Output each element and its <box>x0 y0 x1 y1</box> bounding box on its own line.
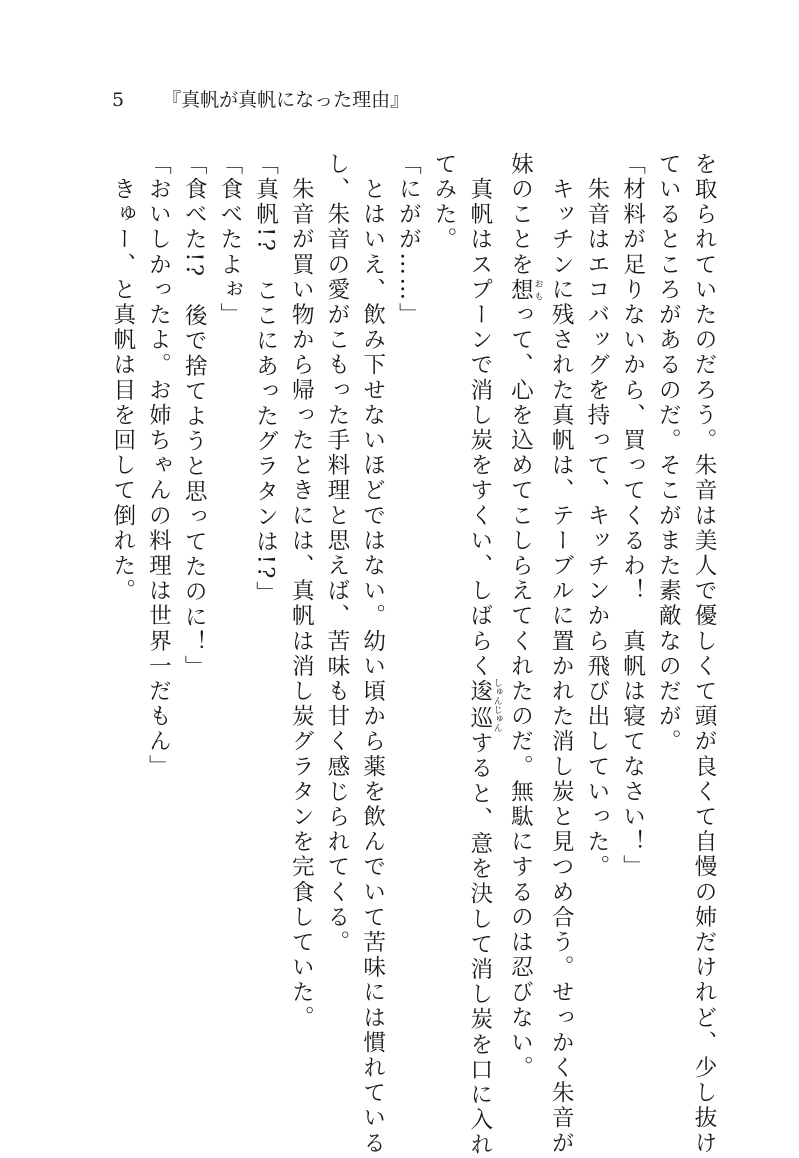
line-text: 朱音はエコバッグを持って、キッチンから飛び出していった。 <box>583 152 610 880</box>
line-text: きゅー、と真帆は目を回して倒れた。 <box>109 152 136 604</box>
text-line <box>425 152 461 1032</box>
line-text: を取られていたのだろう。朱音は美人で優しくて頭が良くて自慢の姉だけれど、少し抜け <box>691 152 717 1156</box>
text-line <box>578 152 614 1032</box>
line-text-continued: すると、意を決して消し炭を口に入れ <box>466 731 493 1158</box>
text-line <box>614 152 650 1032</box>
line-text: 「材料が足りないから、買ってくるわ！ 真帆は寝てなさい！」 <box>619 152 646 880</box>
line-text: ているところがあるのだ。そこがまた素敵なのだが。 <box>655 152 682 755</box>
chapter-title: 『真帆が真帆になった理由』 <box>162 89 410 111</box>
line-text: 「真帆!? ここにあったグラタンは!?」 <box>252 152 279 606</box>
line-text: 「食べたよぉ」 <box>216 152 243 328</box>
ruby-base: 逡巡 <box>466 678 493 733</box>
line-text: 「食べた!? 後で捨てようと思ってたのに！」 <box>181 152 208 681</box>
line-text: 「おいしかったよ。お姉ちゃんの料理は世界一だもん」 <box>145 152 172 780</box>
furigana-word <box>466 678 502 733</box>
text-line <box>318 152 354 1032</box>
ruby-reading: しゅんじゅん <box>491 678 502 733</box>
text-line <box>502 152 543 1081</box>
ruby-reading: おも <box>532 277 543 303</box>
line-text: し、朱音の愛がこもった手料理と思えば、苦味も甘く感じられてくる。 <box>323 152 350 956</box>
text-line <box>175 152 211 1032</box>
text-line <box>247 152 283 1032</box>
vertical-body-text <box>104 152 721 1158</box>
text-line <box>461 152 502 1158</box>
line-text: とはいえ、飲み下せないほどではない。幼い頃から薬を飲んでいて苦味には慣れている <box>359 152 386 1156</box>
furigana-word <box>507 277 543 303</box>
text-line <box>354 152 390 1156</box>
line-text: てみた。 <box>431 152 458 253</box>
text-line <box>542 152 578 1156</box>
running-header <box>112 88 409 112</box>
ruby-base: 想 <box>507 277 534 303</box>
line-text: 妹のことを <box>507 152 534 278</box>
text-line <box>685 152 721 1156</box>
line-text-continued: って、心を込めてこしらえてくれたのだ。無駄にするのは忍びない。 <box>507 302 534 1081</box>
text-line <box>390 152 426 1032</box>
text-line <box>104 152 140 1032</box>
page-number: 5 <box>112 89 125 111</box>
line-text: 朱音が買い物から帰ったときには、真帆は消し炭グラタンを完食していた。 <box>288 152 315 1031</box>
line-text: 「にがが……」 <box>395 152 422 328</box>
text-line <box>211 152 247 1032</box>
text-line <box>283 152 319 1032</box>
line-text: キッチンに残された真帆は、テーブルに置かれた消し炭と見つめ合う。せっかく朱音が <box>548 152 575 1156</box>
text-line <box>650 152 686 1032</box>
line-text: 真帆はスプーンで消し炭をすくい、しばらく <box>466 152 493 680</box>
text-line <box>140 152 176 1032</box>
